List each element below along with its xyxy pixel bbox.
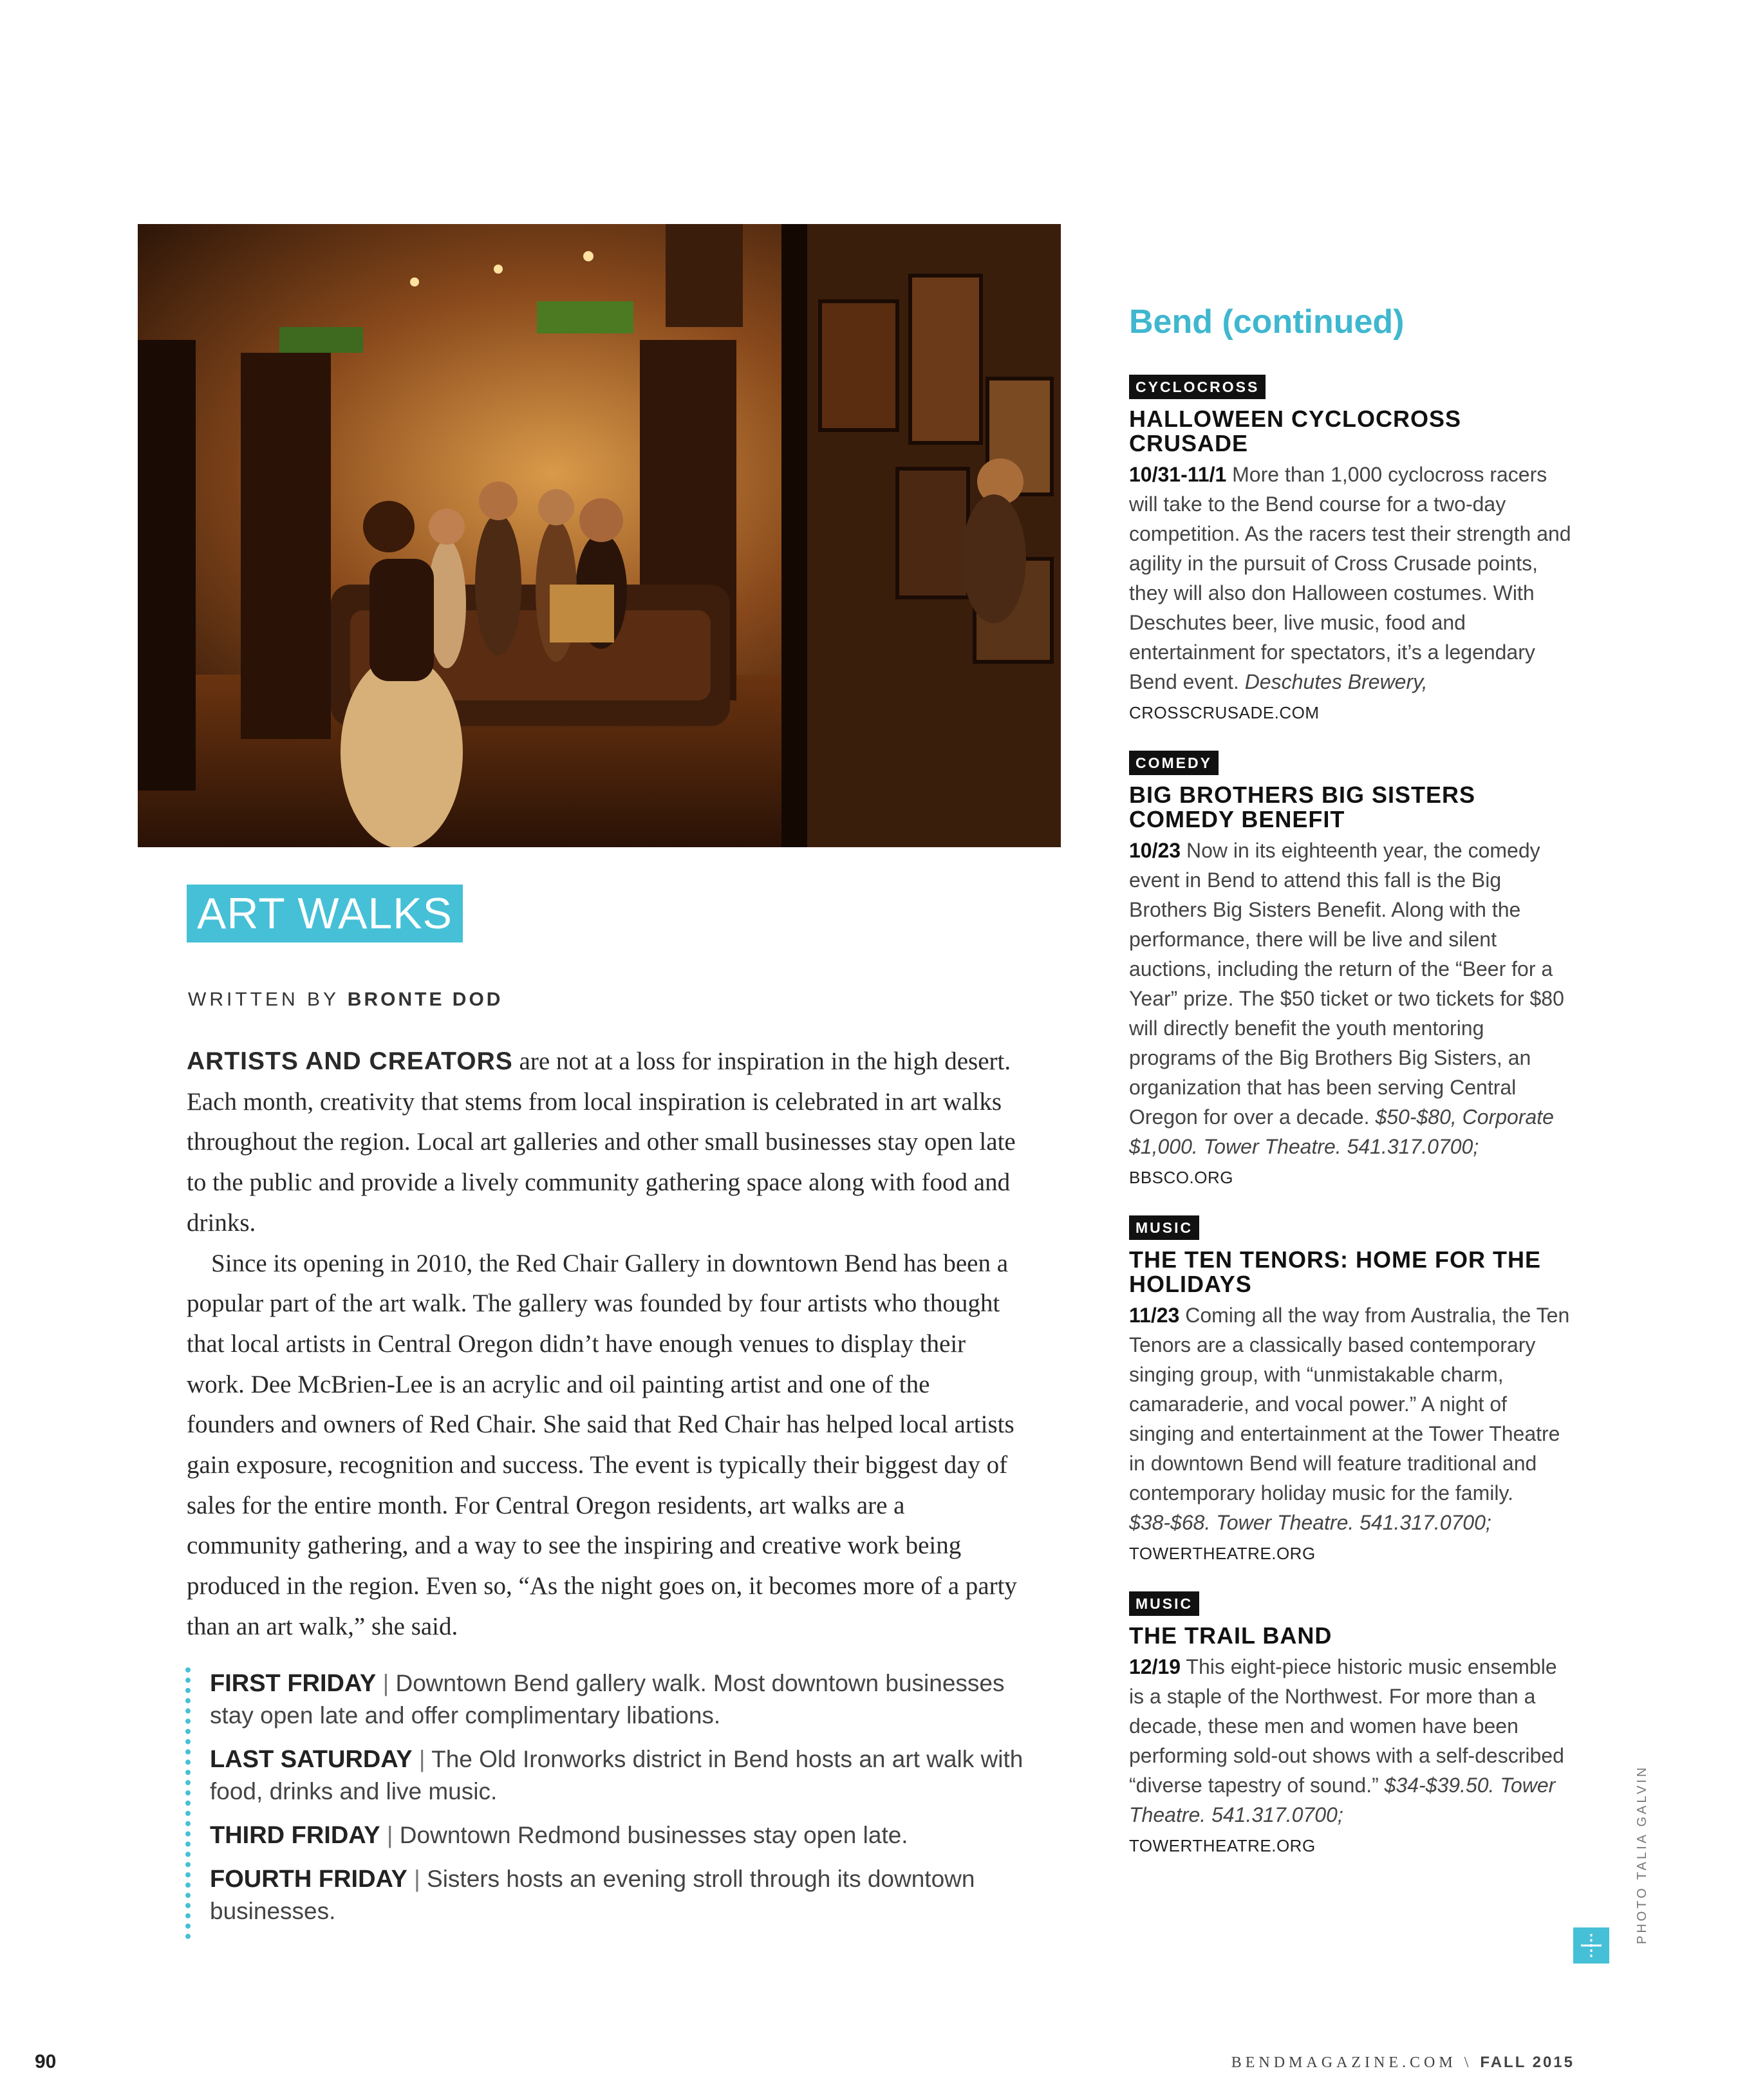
separator: | <box>382 1670 389 1696</box>
list-item <box>210 1863 1047 1927</box>
event-title: HALLOWEEN CYCLOCROSS CRUSADE <box>1129 406 1462 456</box>
section-tag: ART WALKS <box>187 885 463 942</box>
byline-prefix: WRITTEN BY <box>188 989 339 1010</box>
event-url[interactable]: BBSCO.ORG <box>1129 1168 1233 1187</box>
event-item <box>1129 751 1573 1192</box>
listings-heading: Bend (continued) <box>1129 303 1405 341</box>
paragraph-1-text: are not at a loss for inspiration in the high desert. Each month, creativity that stems from local inspiration is celebrated in art walks throughout the region. Local art galleries and other small businesses stay open late to the public and provide a lively community gathering space along with food and drinks. <box>187 1047 1016 1237</box>
category-label: MUSIC <box>1129 1591 1199 1616</box>
walk-desc: Sisters hosts an evening stroll through its downtown businesses. <box>210 1866 975 1924</box>
event-title: THE TRAIL BAND <box>1129 1622 1332 1649</box>
event-item <box>1129 375 1573 727</box>
footer-divider: \ <box>1464 2054 1473 2071</box>
byline <box>188 989 503 1011</box>
event-body <box>1129 1300 1573 1568</box>
event-body <box>1129 460 1573 727</box>
walk-name: FOURTH FRIDAY <box>210 1866 407 1893</box>
event-venue: $50-$80, Corporate $1,000. Tower Theatre. 541.317.0700; <box>1129 1105 1554 1158</box>
event-item <box>1129 1591 1573 1861</box>
walk-name: THIRD FRIDAY <box>210 1822 380 1849</box>
event-description: More than 1,000 cyclocross racers will take to the Bend course for a two-day competition. As the racers test their strength and agility in the pursuit of Cross Crusade points, they will also don Halloween costumes. With Deschutes beer, live music, food and entertainment for spectators, it’s a legendary Bend event. <box>1129 463 1571 693</box>
end-mark-icon <box>1573 1927 1609 1964</box>
list-item <box>210 1819 1047 1852</box>
walk-desc: The Old Ironworks district in Bend hosts an art walk with food, drinks and live music. <box>210 1746 1023 1805</box>
photo-credit: PHOTO TALIA GALVIN <box>1635 1765 1649 1944</box>
event-body <box>1129 1652 1573 1861</box>
event-venue: Deschutes Brewery, <box>1244 670 1428 693</box>
walk-desc: Downtown Redmond businesses stay open late. <box>399 1822 908 1848</box>
footer-issue: FALL 2015 <box>1480 2054 1574 2071</box>
separator: | <box>414 1866 420 1892</box>
gallery-photo <box>138 224 1061 847</box>
lead-in: ARTISTS AND CREATORS <box>187 1047 513 1075</box>
event-body <box>1129 836 1573 1192</box>
art-walk-list <box>185 1667 1047 1939</box>
category-label: MUSIC <box>1129 1215 1199 1240</box>
separator: | <box>418 1746 425 1772</box>
event-date: 10/23 <box>1129 839 1181 862</box>
footer <box>1231 2054 1574 2072</box>
footer-site: BENDMAGAZINE.COM <box>1231 2054 1457 2071</box>
event-title: BIG BROTHERS BIG SISTERS COMEDY BENEFIT <box>1129 782 1476 832</box>
event-description: Coming all the way from Australia, the Ten Tenors are a classically based contemporary singing group, with “unmistakable charm, camaraderie, and vocal power.” A night of singing and entertainment at the Tower Theatre in downtown Bend will feature traditional and contemporary holiday music for the family. <box>1129 1304 1570 1505</box>
event-description: Now in its eighteenth year, the comedy event in Bend to attend this fall is the Big Brothers Big Sisters Benefit. Along with the performance, there will be live and silent auctions, including the return of the “Beer for a Year” prize. The $50 ticket or two tickets for $80 will directly benefit the youth mentoring programs of the Big Brothers Big Sisters, an organization that has been serving Central Oregon for over a decade. <box>1129 839 1564 1129</box>
event-url[interactable]: TOWERTHEATRE.ORG <box>1129 1544 1316 1563</box>
category-label: CYCLOCROSS <box>1129 375 1266 399</box>
walk-name: LAST SATURDAY <box>210 1746 413 1773</box>
list-item <box>210 1667 1047 1732</box>
event-url[interactable]: TOWERTHEATRE.ORG <box>1129 1836 1316 1855</box>
event-url[interactable]: CROSSCRUSADE.COM <box>1129 703 1320 722</box>
event-date: 10/31-11/1 <box>1129 463 1227 486</box>
walk-desc: Downtown Bend gallery walk. Most downtown businesses stay open late and offer complimentary libations. <box>210 1670 1005 1729</box>
paragraph-1 <box>187 1042 1017 1244</box>
event-venue: $38-$68. Tower Theatre. 541.317.0700; <box>1129 1511 1491 1534</box>
event-item <box>1129 1215 1573 1568</box>
event-description: This eight-piece historic music ensemble is a staple of the Northwest. For more than a decade, these men and women have been performing sold-out shows with a self-described “diverse tapestry of sound.” <box>1129 1655 1564 1797</box>
event-listings <box>1129 303 1573 1884</box>
article-body <box>187 1042 1017 1647</box>
separator: | <box>386 1822 393 1848</box>
category-label: COMEDY <box>1129 751 1219 775</box>
event-date: 11/23 <box>1129 1304 1180 1327</box>
walk-name: FIRST FRIDAY <box>210 1670 377 1697</box>
byline-author: BRONTE DOD <box>347 989 503 1010</box>
event-venue: $34-$39.50. Tower Theatre. 541.317.0700; <box>1129 1774 1556 1826</box>
event-title: THE TEN TENORS: HOME FOR THE HOLIDAYS <box>1129 1246 1541 1297</box>
paragraph-2: Since its opening in 2010, the Red Chair Gallery in downtown Bend has been a popular part of the art walk. The gallery was founded by four artists who thought that local artists in Central Oregon didn’t have enough venues to display their work. Dee McBrien-Lee is an acrylic and oil painting artist and one of the founders and owners of Red Chair. She said that Red Chair has helped local artists gain exposure, recognition and success. The event is typically their biggest day of sales for the entire month. For Central Oregon residents, art walks are a community gathering, and a way to see the inspiring and creative work being produced in the region. Even so, “As the night goes on, it becomes more of a party than an art walk,” she said. <box>187 1249 1017 1640</box>
event-date: 12/19 <box>1129 1655 1181 1678</box>
page-number: 90 <box>35 2051 57 2072</box>
list-item <box>210 1743 1047 1808</box>
